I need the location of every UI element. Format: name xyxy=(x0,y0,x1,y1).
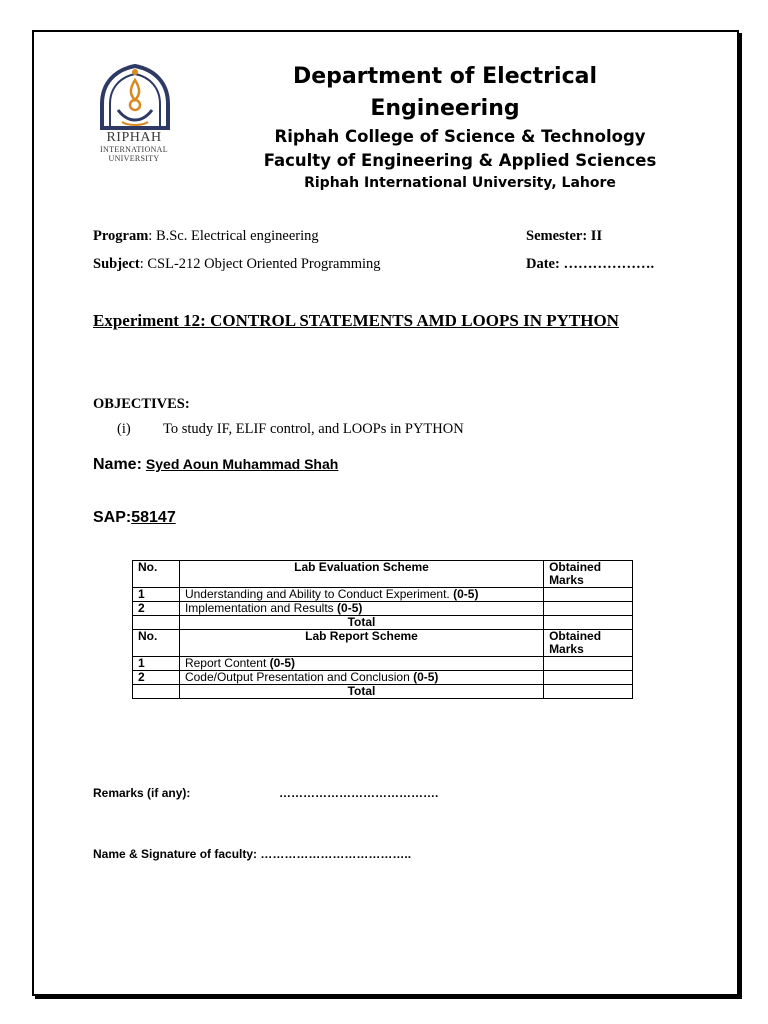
header-marks: Obtained Marks xyxy=(544,561,633,588)
logo-text xyxy=(88,130,180,163)
date-row xyxy=(526,256,654,273)
remarks-line xyxy=(93,786,439,800)
header-no: No. xyxy=(133,561,180,588)
total-label: Total xyxy=(179,685,543,699)
program-row xyxy=(93,228,319,245)
faculty-signature-line[interactable]: Name & Signature of faculty: ……………………………….. xyxy=(93,847,412,861)
faculty-name: Faculty of Engineering & Applied Sciences xyxy=(263,151,657,170)
marks-cell[interactable] xyxy=(544,657,633,671)
row-criteria: Report Content (0-5) xyxy=(179,657,543,671)
department-title-line1: Department of Electrical xyxy=(292,64,598,89)
logo-line2: INTERNATIONAL xyxy=(100,145,168,154)
table-row xyxy=(133,671,633,685)
table-row xyxy=(133,657,633,671)
table-row xyxy=(133,602,633,616)
header-scheme: Lab Evaluation Scheme xyxy=(179,561,543,588)
subject-value: : CSL-212 Object Oriented Programming xyxy=(139,256,381,272)
semester-label: Semester: II xyxy=(526,228,603,244)
remarks-field[interactable]: …………………………………. xyxy=(279,786,439,800)
program-value: : B.Sc. Electrical engineering xyxy=(148,228,319,244)
sap-label: SAP: xyxy=(93,509,132,526)
table-total-row xyxy=(133,685,633,699)
total-label: Total xyxy=(179,616,543,630)
department-title-line2: Engineering xyxy=(370,96,520,121)
header-scheme: Lab Report Scheme xyxy=(179,630,543,657)
row-points: (0-5) xyxy=(413,670,439,684)
row-no: 1 xyxy=(133,588,180,602)
date-label: Date: ………………. xyxy=(526,256,655,272)
college-name: Riphah College of Science & Technology xyxy=(274,127,646,146)
table-total-row xyxy=(133,616,633,630)
sap-number: 58147 xyxy=(131,509,176,526)
department-title xyxy=(290,61,600,125)
name-label: Name: xyxy=(93,456,142,473)
student-name: Syed Aoun Muhammad Shah xyxy=(145,456,339,472)
logo-name: RIPHAH xyxy=(106,130,162,145)
row-criteria: Code/Output Presentation and Conclusion (0-5) xyxy=(179,671,543,685)
program-label: Program xyxy=(93,228,149,244)
table-header-row xyxy=(133,561,633,588)
university-name: Riphah International University, Lahore xyxy=(304,175,616,191)
objective-text: To study IF, ELIF control, and LOOPs in PYTHON xyxy=(163,421,464,437)
row-no: 2 xyxy=(133,671,180,685)
table-row xyxy=(133,588,633,602)
marks-cell[interactable] xyxy=(544,602,633,616)
objectives-heading: OBJECTIVES: xyxy=(93,396,190,412)
header-no: No. xyxy=(133,630,180,657)
marks-cell[interactable] xyxy=(544,588,633,602)
row-no: 1 xyxy=(133,657,180,671)
header-marks: Obtained Marks xyxy=(544,630,633,657)
row-criteria: Implementation and Results (0-5) xyxy=(179,602,543,616)
row-points: (0-5) xyxy=(269,656,296,670)
student-name-line xyxy=(93,456,338,474)
lab-evaluation-table xyxy=(132,560,633,699)
row-points: (0-5) xyxy=(453,587,479,601)
marks-cell[interactable] xyxy=(544,671,633,685)
subject-label: Subject xyxy=(93,256,140,272)
experiment-title: Experiment 12: CONTROL STATEMENTS AMD LOOPS IN PYTHON xyxy=(93,311,619,330)
table-header-row xyxy=(133,630,633,657)
row-criteria: Understanding and Ability to Conduct Experiment. (0-5) xyxy=(179,588,543,602)
subject-row xyxy=(93,256,381,273)
total-marks-cell[interactable] xyxy=(544,685,633,699)
row-points: (0-5) xyxy=(337,601,363,615)
objective-number: (i) xyxy=(117,421,131,437)
semester-row xyxy=(526,228,602,245)
total-marks-cell[interactable] xyxy=(544,616,633,630)
remarks-label: Remarks (if any): xyxy=(93,786,191,800)
logo-line3: UNIVERSITY xyxy=(108,154,160,163)
sap-line xyxy=(93,509,176,527)
row-no: 2 xyxy=(133,602,180,616)
